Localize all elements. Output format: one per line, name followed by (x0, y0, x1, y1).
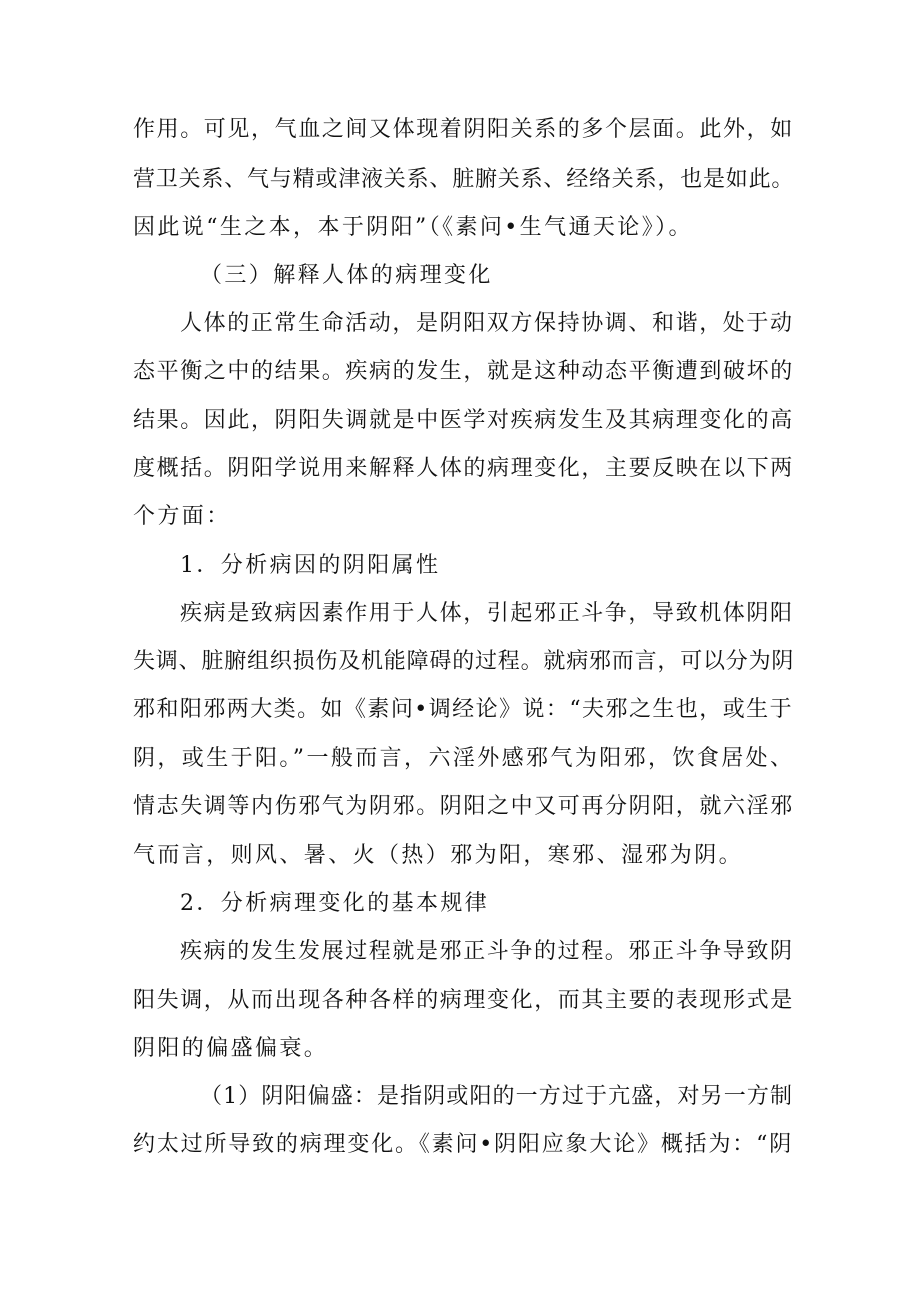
paragraph-line: 疾病的发生发展过程就是邪正斗争的过程。邪正斗争导致阴 (180, 939, 794, 964)
paragraph-line: 营卫关系、气与精或津液关系、脏腑关系、经络关系，也是如此。 (133, 167, 795, 192)
paragraph-line: 疾病是致病因素作用于人体，引起邪正斗争，导致机体阴阳 (180, 601, 794, 626)
paragraph-line: 阳失调，从而出现各种各样的病理变化，而其主要的表现形式是 (133, 988, 794, 1013)
paragraph-line: 作用。可见，气血之间又体现着阴阳关系的多个层面。此外，如 (133, 117, 794, 142)
paragraph-line: 邪和阳邪两大类。如《素问•调经论》说：“夫邪之生也，或生于 (133, 697, 793, 722)
paragraph-line: 态平衡之中的结果。疾病的发生，就是这种动态平衡遭到破坏的 (133, 359, 794, 384)
paragraph-line: 结果。因此，阴阳失调就是中医学对疾病发生及其病理变化的高 (133, 408, 794, 433)
subheading: 2．分析病理变化的基本规律 (180, 891, 490, 916)
paragraph-line: 因此说“生之本，本于阴阳”（《素问•生气通天论》）。 (133, 215, 693, 240)
paragraph-line: 气而言，则风、暑、火（热）邪为阳，寒邪、湿邪为阴。 (133, 843, 744, 868)
subheading: 1．分析病因的阴阳属性 (180, 553, 441, 578)
paragraph-line: 度概括。阴阳学说用来解释人体的病理变化，主要反映在以下两 (133, 456, 794, 481)
paragraph-line: 失调、脏腑组织损伤及机能障碍的过程。就病邪而言，可以分为阴 (133, 649, 795, 674)
paragraph-line: 人体的正常生命活动，是阴阳双方保持协调、和谐，处于动 (180, 311, 794, 336)
paragraph-line: 阴，或生于阳。”一般而言，六淫外感邪气为阳邪，饮食居处、 (133, 746, 795, 771)
paragraph-line: （1）阴阳偏盛：是指阴或阳的一方过于亢盛，对另一方制 (200, 1084, 793, 1109)
section-heading: （三）解释人体的病理变化 (200, 263, 493, 288)
paragraph-line: 情志失调等内伤邪气为阴邪。阴阳之中又可再分阴阳，就六淫邪 (133, 794, 794, 819)
paragraph-line: 阴阳的偏盛偏衰。 (133, 1036, 329, 1061)
paragraph-line: 约太过所导致的病理变化。《素问•阴阳应象大论》概括为：“阴 (133, 1132, 793, 1157)
paragraph-line: 个方面： (133, 504, 231, 529)
